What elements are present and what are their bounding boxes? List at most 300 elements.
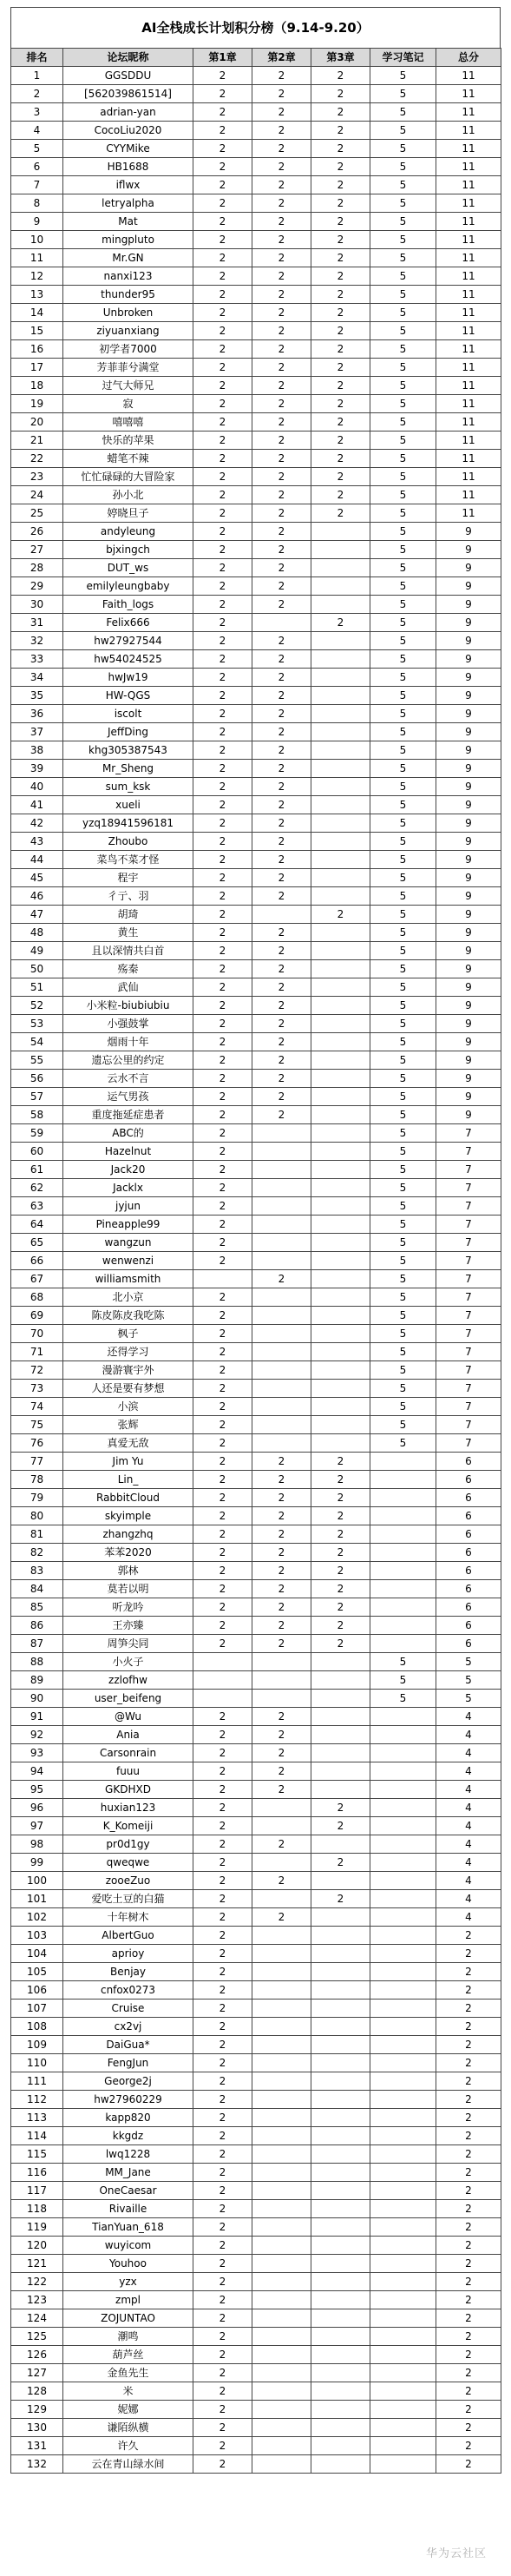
cell-rank: 114	[11, 2127, 63, 2145]
cell-chapter-3	[311, 2419, 370, 2437]
table-row	[11, 2309, 501, 2328]
cell-chapter-2	[252, 1817, 311, 1835]
table-row	[11, 1945, 501, 1963]
cell-chapter-2: 2	[252, 833, 311, 851]
cell-chapter-2	[252, 2401, 311, 2419]
cell-study-notes: 5	[370, 1380, 436, 1398]
cell-study-notes: 5	[370, 1288, 436, 1307]
cell-chapter-1: 2	[193, 2291, 252, 2309]
cell-rank: 55	[11, 1051, 63, 1070]
cell-nickname: 彳亍、羽	[63, 887, 193, 906]
cell-nickname: JeffDing	[63, 723, 193, 741]
cell-chapter-1: 2	[193, 741, 252, 760]
cell-chapter-2: 2	[252, 1562, 311, 1580]
cell-total: 7	[436, 1434, 501, 1453]
cell-rank: 104	[11, 1945, 63, 1963]
cell-chapter-2: 2	[252, 504, 311, 523]
table-row	[11, 1872, 501, 1890]
cell-study-notes: 5	[370, 1033, 436, 1051]
cell-rank: 96	[11, 1799, 63, 1817]
cell-chapter-3: 2	[311, 1598, 370, 1617]
cell-chapter-1: 2	[193, 669, 252, 687]
cell-study-notes: 5	[370, 1106, 436, 1124]
cell-chapter-2	[252, 2072, 311, 2091]
cell-rank: 25	[11, 504, 63, 523]
table-row	[11, 705, 501, 723]
cell-chapter-3: 2	[311, 1817, 370, 1835]
cell-rank: 102	[11, 1908, 63, 1927]
cell-chapter-3: 2	[311, 140, 370, 158]
cell-total: 11	[436, 395, 501, 413]
cell-nickname: xueli	[63, 796, 193, 814]
cell-study-notes	[370, 1507, 436, 1525]
cell-rank: 78	[11, 1471, 63, 1489]
cell-nickname: 张辉	[63, 1416, 193, 1434]
cell-chapter-1: 2	[193, 1343, 252, 1361]
cell-study-notes	[370, 2164, 436, 2182]
cell-rank: 31	[11, 614, 63, 632]
table-row	[11, 924, 501, 942]
cell-chapter-1: 2	[193, 504, 252, 523]
cell-chapter-2	[252, 2364, 311, 2382]
table-row	[11, 1434, 501, 1453]
table-row	[11, 906, 501, 924]
cell-chapter-3: 2	[311, 1525, 370, 1544]
cell-chapter-2: 2	[252, 432, 311, 450]
cell-study-notes: 5	[370, 1653, 436, 1671]
table-row	[11, 1544, 501, 1562]
cell-study-notes	[370, 1726, 436, 1744]
cell-chapter-2: 2	[252, 577, 311, 596]
cell-chapter-3: 2	[311, 1854, 370, 1872]
cell-study-notes	[370, 2364, 436, 2382]
cell-chapter-3	[311, 2145, 370, 2164]
cell-chapter-1: 2	[193, 1033, 252, 1051]
cell-rank: 87	[11, 1635, 63, 1653]
cell-chapter-2: 2	[252, 997, 311, 1015]
cell-study-notes: 5	[370, 395, 436, 413]
cell-chapter-3	[311, 2127, 370, 2145]
cell-nickname: 十年树木	[63, 1908, 193, 1927]
cell-rank: 100	[11, 1872, 63, 1890]
cell-rank: 43	[11, 833, 63, 851]
cell-chapter-1: 2	[193, 340, 252, 359]
cell-chapter-2: 2	[252, 176, 311, 194]
cell-chapter-2	[252, 1325, 311, 1343]
table-row	[11, 997, 501, 1015]
cell-chapter-3	[311, 1361, 370, 1380]
cell-chapter-3	[311, 1963, 370, 1981]
cell-chapter-2	[252, 906, 311, 924]
cell-total: 2	[436, 2218, 501, 2237]
table-row	[11, 541, 501, 559]
cell-total: 2	[436, 2127, 501, 2145]
cell-nickname: 苯苯2020	[63, 1544, 193, 1562]
cell-total: 11	[436, 122, 501, 140]
cell-total: 7	[436, 1288, 501, 1307]
cell-total: 9	[436, 997, 501, 1015]
cell-rank: 8	[11, 194, 63, 213]
cell-nickname: 忙忙碌碌的大冒险家	[63, 468, 193, 486]
cell-nickname: OneCaesar	[63, 2182, 193, 2200]
cell-nickname: 菜鸟不菜才怪	[63, 851, 193, 869]
cell-study-notes: 5	[370, 887, 436, 906]
cell-rank: 18	[11, 377, 63, 395]
table-row	[11, 2109, 501, 2127]
cell-total: 9	[436, 705, 501, 723]
cell-chapter-3	[311, 1908, 370, 1927]
cell-rank: 63	[11, 1197, 63, 1216]
cell-study-notes	[370, 1544, 436, 1562]
cell-chapter-1: 2	[193, 869, 252, 887]
cell-study-notes: 5	[370, 267, 436, 286]
cell-study-notes	[370, 1453, 436, 1471]
cell-study-notes	[370, 1471, 436, 1489]
table-row	[11, 340, 501, 359]
table-row	[11, 559, 501, 577]
table-row	[11, 1453, 501, 1471]
cell-study-notes: 5	[370, 504, 436, 523]
cell-total: 9	[436, 778, 501, 796]
cell-nickname: jyjun	[63, 1197, 193, 1216]
cell-total: 2	[436, 2182, 501, 2200]
table-row	[11, 2164, 501, 2182]
cell-chapter-2: 2	[252, 869, 311, 887]
cell-nickname: bjxingch	[63, 541, 193, 559]
cell-chapter-2: 2	[252, 650, 311, 669]
cell-chapter-3	[311, 1726, 370, 1744]
header-chapter-1: 第1章	[193, 49, 252, 67]
cell-chapter-3	[311, 632, 370, 650]
cell-study-notes: 5	[370, 1124, 436, 1143]
cell-nickname: 爱吃土豆的白猫	[63, 1890, 193, 1908]
cell-chapter-3: 2	[311, 1489, 370, 1507]
header-total: 总分	[436, 49, 501, 67]
cell-nickname: 还得学习	[63, 1343, 193, 1361]
cell-total: 2	[436, 2036, 501, 2054]
cell-study-notes	[370, 2091, 436, 2109]
cell-nickname: 小米粒-biubiubiu	[63, 997, 193, 1015]
cell-chapter-2: 2	[252, 213, 311, 231]
cell-chapter-3: 2	[311, 286, 370, 304]
cell-total: 4	[436, 1744, 501, 1762]
cell-study-notes	[370, 1963, 436, 1981]
cell-chapter-1: 2	[193, 1762, 252, 1781]
cell-study-notes: 5	[370, 213, 436, 231]
cell-nickname: 云在青山绿水间	[63, 2455, 193, 2474]
cell-nickname: 妮娜	[63, 2401, 193, 2419]
cell-chapter-2	[252, 2218, 311, 2237]
cell-rank: 47	[11, 906, 63, 924]
cell-chapter-2: 2	[252, 523, 311, 541]
cell-chapter-3: 2	[311, 377, 370, 395]
table-row	[11, 869, 501, 887]
cell-total: 11	[436, 140, 501, 158]
cell-total: 2	[436, 2145, 501, 2164]
cell-chapter-3	[311, 1690, 370, 1708]
cell-chapter-2: 2	[252, 1598, 311, 1617]
cell-study-notes: 5	[370, 596, 436, 614]
cell-total: 2	[436, 2328, 501, 2346]
cell-chapter-3	[311, 1270, 370, 1288]
cell-study-notes: 5	[370, 249, 436, 267]
cell-chapter-3	[311, 2200, 370, 2218]
cell-total: 9	[436, 814, 501, 833]
cell-chapter-3: 2	[311, 85, 370, 103]
cell-chapter-3	[311, 1106, 370, 1124]
cell-rank: 80	[11, 1507, 63, 1525]
table-row	[11, 450, 501, 468]
cell-total: 9	[436, 1106, 501, 1124]
cell-chapter-1: 2	[193, 2346, 252, 2364]
cell-total: 2	[436, 2018, 501, 2036]
cell-chapter-1: 2	[193, 632, 252, 650]
cell-rank: 90	[11, 1690, 63, 1708]
cell-chapter-1: 2	[193, 541, 252, 559]
cell-study-notes	[370, 2145, 436, 2164]
cell-chapter-2: 2	[252, 1617, 311, 1635]
cell-nickname: AlbertGuo	[63, 1927, 193, 1945]
cell-chapter-1: 2	[193, 1161, 252, 1179]
cell-rank: 86	[11, 1617, 63, 1635]
table-row	[11, 2054, 501, 2072]
table-row	[11, 1197, 501, 1216]
cell-total: 9	[436, 960, 501, 978]
cell-chapter-1: 2	[193, 1325, 252, 1343]
cell-study-notes: 5	[370, 577, 436, 596]
cell-chapter-2: 2	[252, 960, 311, 978]
cell-chapter-2: 2	[252, 395, 311, 413]
cell-rank: 95	[11, 1781, 63, 1799]
table-row	[11, 1708, 501, 1726]
cell-chapter-3	[311, 2109, 370, 2127]
cell-chapter-1: 2	[193, 997, 252, 1015]
cell-chapter-3: 2	[311, 67, 370, 85]
cell-rank: 101	[11, 1890, 63, 1908]
cell-nickname: Jack20	[63, 1161, 193, 1179]
cell-rank: 1	[11, 67, 63, 85]
cell-chapter-3	[311, 1835, 370, 1854]
cell-chapter-1: 2	[193, 2145, 252, 2164]
cell-rank: 116	[11, 2164, 63, 2182]
cell-total: 2	[436, 2455, 501, 2474]
cell-study-notes: 5	[370, 1070, 436, 1088]
cell-total: 11	[436, 304, 501, 322]
cell-study-notes: 5	[370, 1343, 436, 1361]
cell-rank: 54	[11, 1033, 63, 1051]
header-row	[11, 49, 501, 67]
cell-total: 11	[436, 158, 501, 176]
cell-chapter-1: 2	[193, 2309, 252, 2328]
cell-nickname: 漫游寰宇外	[63, 1361, 193, 1380]
cell-chapter-2: 2	[252, 1015, 311, 1033]
cell-nickname: 运气男孩	[63, 1088, 193, 1106]
cell-study-notes	[370, 1945, 436, 1963]
cell-study-notes: 5	[370, 1088, 436, 1106]
table-row	[11, 2072, 501, 2091]
cell-chapter-1: 2	[193, 1744, 252, 1762]
cell-total: 9	[436, 741, 501, 760]
cell-rank: 129	[11, 2401, 63, 2419]
cell-total: 7	[436, 1124, 501, 1143]
cell-study-notes	[370, 2127, 436, 2145]
cell-chapter-2: 2	[252, 796, 311, 814]
cell-total: 7	[436, 1197, 501, 1216]
cell-chapter-3: 2	[311, 304, 370, 322]
cell-total: 4	[436, 1835, 501, 1854]
cell-chapter-1: 2	[193, 486, 252, 504]
cell-total: 7	[436, 1270, 501, 1288]
cell-nickname: 烟雨十年	[63, 1033, 193, 1051]
table-row	[11, 596, 501, 614]
cell-chapter-2: 2	[252, 851, 311, 869]
cell-total: 11	[436, 85, 501, 103]
cell-chapter-1: 2	[193, 1945, 252, 1963]
cell-chapter-1: 2	[193, 1927, 252, 1945]
cell-chapter-3	[311, 577, 370, 596]
cell-study-notes: 5	[370, 650, 436, 669]
cell-study-notes: 5	[370, 906, 436, 924]
cell-nickname: 许久	[63, 2437, 193, 2455]
cell-chapter-2: 2	[252, 377, 311, 395]
cell-rank: 128	[11, 2382, 63, 2401]
cell-nickname: kapp820	[63, 2109, 193, 2127]
cell-rank: 88	[11, 1653, 63, 1671]
cell-rank: 61	[11, 1161, 63, 1179]
cell-rank: 130	[11, 2419, 63, 2437]
cell-nickname: iflwx	[63, 176, 193, 194]
table-row	[11, 669, 501, 687]
cell-nickname: skyimple	[63, 1507, 193, 1525]
cell-study-notes	[370, 2218, 436, 2237]
table-row	[11, 1507, 501, 1525]
cell-chapter-3	[311, 1380, 370, 1398]
table-row	[11, 158, 501, 176]
table-row	[11, 1471, 501, 1489]
cell-rank: 106	[11, 1981, 63, 2000]
cell-nickname: 寂	[63, 395, 193, 413]
cell-nickname: ABC的	[63, 1124, 193, 1143]
cell-chapter-1: 2	[193, 1361, 252, 1380]
cell-rank: 132	[11, 2455, 63, 2474]
cell-study-notes: 5	[370, 869, 436, 887]
table-row	[11, 67, 501, 85]
cell-chapter-1: 2	[193, 413, 252, 432]
cell-chapter-2: 2	[252, 924, 311, 942]
cell-chapter-2	[252, 1252, 311, 1270]
cell-rank: 83	[11, 1562, 63, 1580]
cell-nickname: mingpluto	[63, 231, 193, 249]
cell-chapter-1: 2	[193, 887, 252, 906]
cell-nickname: Hazelnut	[63, 1143, 193, 1161]
cell-chapter-2	[252, 1963, 311, 1981]
cell-study-notes: 5	[370, 760, 436, 778]
cell-chapter-3	[311, 2054, 370, 2072]
cell-chapter-1: 2	[193, 122, 252, 140]
cell-rank: 59	[11, 1124, 63, 1143]
cell-chapter-1: 2	[193, 1598, 252, 1617]
cell-nickname: khg305387543	[63, 741, 193, 760]
cell-total: 4	[436, 1817, 501, 1835]
cell-chapter-1: 2	[193, 468, 252, 486]
table-row	[11, 2455, 501, 2474]
cell-chapter-3	[311, 2328, 370, 2346]
cell-chapter-2	[252, 2309, 311, 2328]
cell-chapter-2: 2	[252, 741, 311, 760]
cell-nickname: zzlofhw	[63, 1671, 193, 1690]
cell-study-notes	[370, 1598, 436, 1617]
cell-nickname: 蜡笔不辣	[63, 450, 193, 468]
cell-nickname: emilyleungbaby	[63, 577, 193, 596]
table-row	[11, 1525, 501, 1544]
cell-rank: 79	[11, 1489, 63, 1507]
cell-chapter-2	[252, 1799, 311, 1817]
cell-study-notes	[370, 1489, 436, 1507]
cell-total: 11	[436, 504, 501, 523]
cell-total: 9	[436, 760, 501, 778]
cell-nickname: williamsmith	[63, 1270, 193, 1288]
cell-chapter-3	[311, 1762, 370, 1781]
cell-total: 9	[436, 669, 501, 687]
cell-chapter-1: 2	[193, 796, 252, 814]
cell-total: 4	[436, 1872, 501, 1890]
cell-chapter-1	[193, 1690, 252, 1708]
table-row	[11, 1653, 501, 1671]
cell-nickname: 郭林	[63, 1562, 193, 1580]
cell-chapter-3	[311, 1143, 370, 1161]
table-row	[11, 2091, 501, 2109]
cell-chapter-1: 2	[193, 2273, 252, 2291]
table-row	[11, 1070, 501, 1088]
cell-total: 9	[436, 1070, 501, 1088]
cell-chapter-2: 2	[252, 158, 311, 176]
cell-rank: 14	[11, 304, 63, 322]
cell-nickname: 初学者7000	[63, 340, 193, 359]
cell-chapter-3	[311, 833, 370, 851]
table-row	[11, 942, 501, 960]
cell-nickname: Unbroken	[63, 304, 193, 322]
table-row	[11, 140, 501, 158]
cell-chapter-2	[252, 2164, 311, 2182]
cell-total: 2	[436, 2109, 501, 2127]
cell-rank: 2	[11, 85, 63, 103]
watermark: 华为云社区	[425, 2547, 487, 2560]
table-row	[11, 267, 501, 286]
cell-chapter-1: 2	[193, 1872, 252, 1890]
cell-rank: 98	[11, 1835, 63, 1854]
cell-chapter-1: 2	[193, 1854, 252, 1872]
table-row	[11, 2200, 501, 2218]
table-body	[11, 67, 501, 2474]
cell-total: 2	[436, 2237, 501, 2255]
cell-chapter-3	[311, 1398, 370, 1416]
table-row	[11, 887, 501, 906]
cell-rank: 107	[11, 2000, 63, 2018]
header-study-notes: 学习笔记	[370, 49, 436, 67]
cell-chapter-2: 2	[252, 67, 311, 85]
cell-chapter-2	[252, 2255, 311, 2273]
cell-nickname: Mr.GN	[63, 249, 193, 267]
cell-rank: 27	[11, 541, 63, 559]
cell-chapter-2: 2	[252, 1708, 311, 1726]
cell-chapter-1: 2	[193, 158, 252, 176]
cell-study-notes: 5	[370, 140, 436, 158]
cell-chapter-1: 2	[193, 2036, 252, 2054]
cell-study-notes: 5	[370, 1216, 436, 1234]
cell-nickname: hw27960229	[63, 2091, 193, 2109]
cell-chapter-1: 2	[193, 1471, 252, 1489]
cell-chapter-3: 2	[311, 122, 370, 140]
